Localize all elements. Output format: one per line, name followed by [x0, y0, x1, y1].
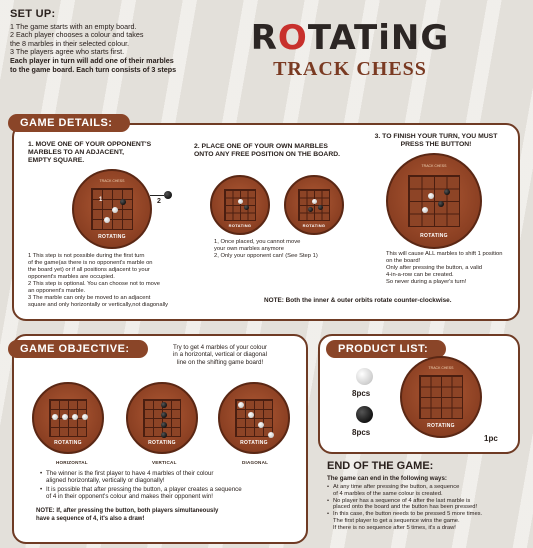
- step3-title: 3. TO FINISH YOUR TURN, YOU MUST PRESS THE BUTTON!: [374, 133, 498, 148]
- end-of-game-section: [327, 460, 527, 532]
- end-of-game-title: END OF THE GAME:: [327, 460, 434, 472]
- game-board-diagonal: ROTATING: [218, 382, 290, 454]
- game-board-step2b: ROTATING: [284, 175, 344, 235]
- white-marble-count: 8pcs: [352, 389, 371, 398]
- game-details-panel: [12, 117, 520, 321]
- marble-black: [356, 406, 373, 423]
- step2-notes: 1, Once placed, you cannot move your own marbles anymore 2, Only your opponent can! (See Step 1): [214, 239, 318, 259]
- game-board-step2a: ROTATING: [210, 175, 270, 235]
- logo: [200, 20, 500, 81]
- marble-black: [164, 191, 172, 199]
- objective-bullet: • It is possible that after pressing the button, a player creates a sequence of 4 in their opponent's colour and makes their opponent win!: [40, 486, 305, 500]
- setup-line: 3 The players agree who starts first.: [10, 47, 125, 57]
- game-objective-panel: [12, 334, 308, 544]
- game-board-step3: TRACK CHESS ROTATING: [386, 153, 482, 249]
- game-details-ribbon: GAME DETAILS:: [8, 114, 130, 132]
- setup-bold-line: Each player in turn will add one of their marbles: [10, 55, 174, 65]
- logo-subtitle: TRACK CHESS: [273, 58, 427, 80]
- end-of-game-item: • In this case, the button needs to be pressed 5 more times. The first player to get a sequence wins the game. If there is no sequence after 5 times, it's a draw!: [327, 511, 527, 531]
- objective-intro: Try to get 4 marbles of your colour in a horizontal, vertical or diagonal line on the shifting game board!: [173, 344, 267, 366]
- caption-horizontal: HORIZONTAL: [56, 460, 88, 465]
- objective-note: NOTE: If, after pressing the button, both players simultaneously have a sequence of 4, it's also a draw!: [36, 508, 219, 522]
- setup-title: SET UP:: [10, 8, 56, 20]
- step1-title: 1. MOVE ONE OF YOUR OPPONENT'S MARBLES TO AN ADJACENT, EMPTY SQUARE.: [28, 141, 152, 164]
- game-objective-ribbon: GAME OBJECTIVE:: [8, 340, 148, 358]
- game-board-product: TRACK CHESS ROTATING: [400, 356, 482, 438]
- step2-title: 2. PLACE ONE OF YOUR OWN MARBLES ONTO ANY FREE POSITION ON THE BOARD.: [194, 143, 341, 158]
- caption-diagonal: DIAGONAL: [242, 460, 269, 465]
- game-board-vertical: ROTATING: [126, 382, 198, 454]
- board-count: 1pc: [484, 434, 498, 443]
- setup-line: 1 The game starts with an empty board.: [10, 21, 137, 31]
- objective-bullet: • The winner is the first player to have 4 marbles of their colour aligned horizontally, vertically or diagonally!: [40, 470, 305, 484]
- marble-white: [356, 368, 373, 385]
- caption-vertical: VERTICAL: [152, 460, 177, 465]
- game-board-step1: TRACK CHESS ROTATING: [72, 169, 152, 249]
- product-list-ribbon: PRODUCT LIST:: [326, 340, 446, 358]
- logo-wordmark: ROTATiNG: [250, 18, 450, 58]
- setup-line: the 8 marbles in their selected colour.: [10, 38, 130, 48]
- setup-bold-line: to the game board. Each turn consists of 3 steps: [10, 64, 177, 74]
- product-list-panel: [318, 334, 520, 454]
- black-marble-count: 8pcs: [352, 428, 371, 437]
- setup-section: [10, 10, 215, 74]
- step1-notes: 1 This step is not possible during the first turn of the game(as there is no opponent's marble on the board yet) or if all positions adjacent to your opponent's marbles are occupied. 2 This step is optional. You can choose not to move an opponent's marble. 3 The marble can only be moved to an adjacent square and only horizontally or vertically,not diagonally: [28, 253, 169, 308]
- arrow-number: 1: [99, 197, 103, 203]
- end-of-game-item: • At any time after pressing the button, a sequence of 4 marbles of the same colour is created.: [327, 484, 527, 498]
- end-of-game-item: • No player has a sequence of 4 after the last marble is placed onto the board and the button has been pressed!: [327, 498, 527, 512]
- details-note: NOTE: Both the inner & outer orbits rotate counter-clockwise.: [264, 297, 452, 304]
- game-board-horizontal: ROTATING: [32, 382, 104, 454]
- end-of-game-subtitle: The game can end in the following ways:: [327, 475, 447, 482]
- setup-line: 2 Each player chooses a colour and takes: [10, 30, 144, 40]
- step3-notes: This will cause ALL marbles to shift 1 position on the board! Only after pressing the button, a valid 4-in-a-row can be created. So never during a player's turn!: [386, 251, 503, 285]
- arrow-line: [150, 195, 164, 196]
- arrow-number: 2: [157, 198, 161, 205]
